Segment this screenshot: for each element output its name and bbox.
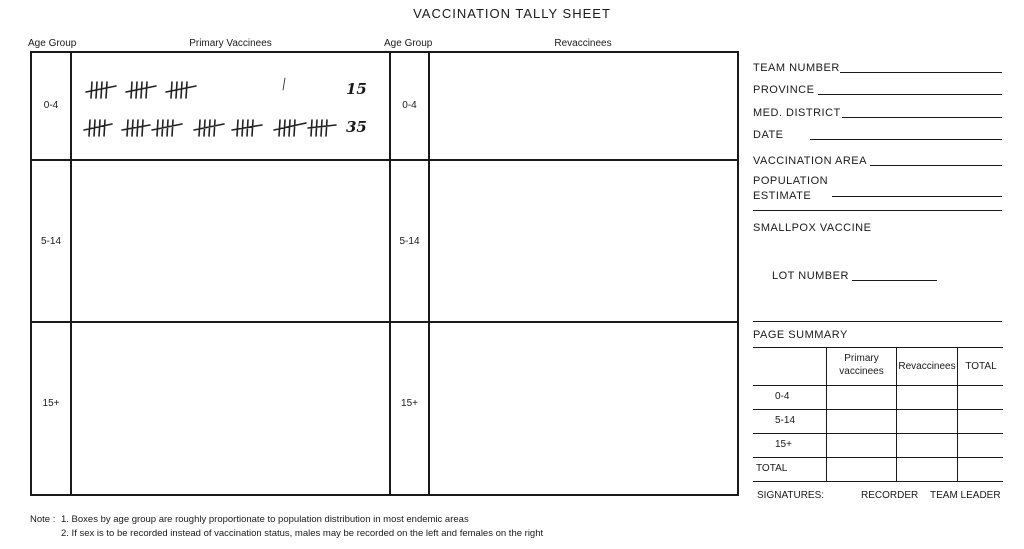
summary-total-row: TOTAL	[756, 463, 788, 474]
age-label-left-1: 5-14	[40, 236, 61, 247]
lot-number-label: LOT NUMBER	[772, 270, 849, 282]
smallpox-vaccine-label: SMALLPOX VACCINE	[753, 222, 872, 234]
summary-col-revaccinees: Revaccinees	[898, 361, 956, 372]
lot-number-line[interactable]	[852, 280, 937, 281]
population-line[interactable]	[832, 196, 1002, 197]
population-label-2: ESTIMATE	[753, 190, 812, 202]
age-label-left-2: 15+	[42, 398, 60, 409]
header-revaccinees: Revaccinees	[554, 38, 612, 49]
age-label-left-0: 0-4	[43, 100, 59, 111]
summary-row-2: 15+	[775, 439, 792, 450]
header-age-group-left: Age Group	[28, 38, 77, 49]
team-leader-label: TEAM LEADER	[930, 490, 1001, 501]
age-label-right-1: 5-14	[399, 236, 420, 247]
vaccination-area-label: VACCINATION AREA	[753, 155, 867, 167]
divider	[753, 321, 1002, 322]
note-2: 2. If sex is to be recorded instead of vaccination status, males may be recorded on the left and females on the right	[61, 528, 544, 539]
vaccination-area-line[interactable]	[870, 165, 1002, 166]
team-number-line[interactable]	[840, 72, 1002, 73]
sheet-title: VACCINATION TALLY SHEET	[413, 6, 611, 21]
population-label-1: POPULATION	[753, 175, 829, 187]
med-district-line[interactable]	[842, 117, 1002, 118]
page-summary-title: PAGE SUMMARY	[753, 329, 848, 341]
recorder-label: RECORDER	[861, 490, 919, 501]
signatures-label: SIGNATURES:	[757, 490, 825, 501]
summary-col-primary-1: Primary	[844, 353, 879, 364]
tally-count-row2: 35	[346, 118, 367, 136]
med-district-label: MED. DISTRICT	[753, 107, 841, 119]
tally-marks	[80, 70, 380, 150]
header-age-group-right: Age Group	[384, 38, 433, 49]
summary-row-1: 5-14	[775, 415, 796, 426]
summary-row-0: 0-4	[775, 391, 790, 402]
age-label-right-2: 15+	[401, 398, 418, 409]
tally-group	[86, 82, 116, 98]
province-line[interactable]	[818, 94, 1002, 95]
note-prefix: Note :	[30, 514, 56, 525]
summary-col-primary-2: vaccinees	[839, 366, 884, 377]
date-line[interactable]	[810, 139, 1002, 140]
note-1: 1. Boxes by age group are roughly proportionate to population distribution in most endemic areas	[61, 514, 469, 525]
tally-count-row1: 15	[346, 80, 367, 98]
tally-group	[126, 82, 156, 98]
divider	[753, 210, 1002, 211]
team-number-label: TEAM NUMBER	[753, 62, 840, 74]
header-primary-vaccinees: Primary Vaccinees	[189, 38, 272, 49]
age-label-right-0: 0-4	[402, 100, 417, 111]
province-label: PROVINCE	[753, 84, 815, 96]
date-label: DATE	[753, 129, 784, 141]
tally-row-2	[84, 120, 336, 136]
tally-group	[166, 82, 196, 98]
summary-col-total: TOTAL	[965, 361, 997, 372]
